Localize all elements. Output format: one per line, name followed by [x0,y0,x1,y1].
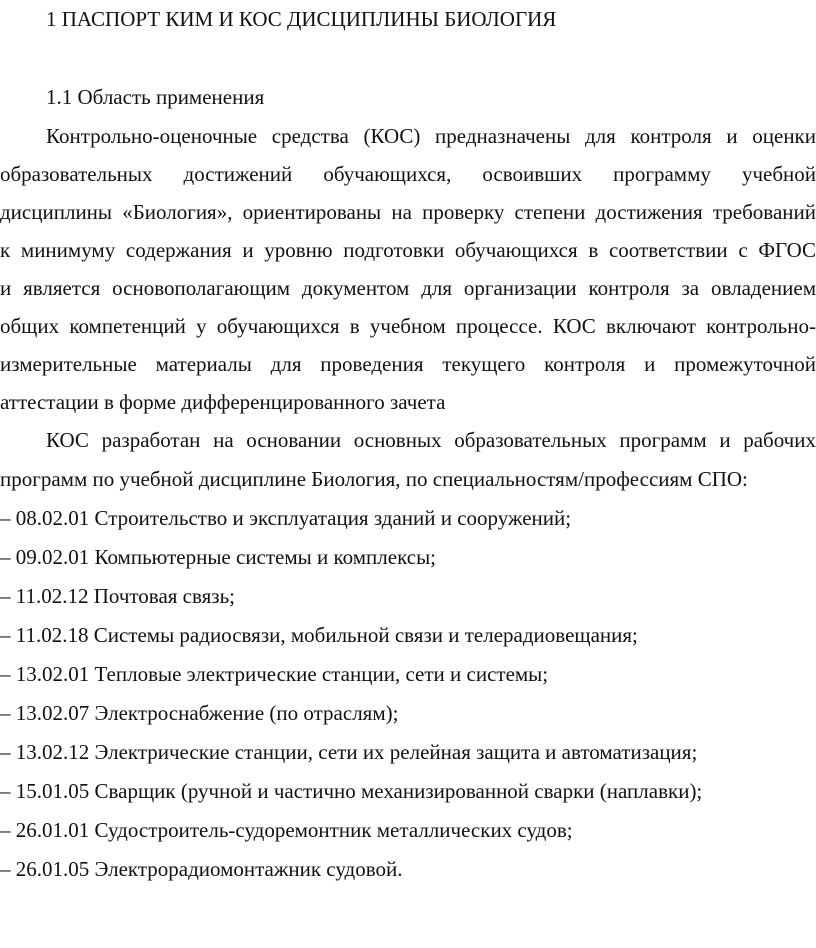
specialty-list-item: – 13.02.07 Электроснабжение (по отраслям); [0,701,399,725]
paragraph-1-line: аттестации в форме дифференцированного зачета [0,390,446,414]
specialty-list-item: – 11.02.18 Системы радиосвязи, мобильной связи и телерадиовещания; [0,623,638,647]
specialty-list-item: – 26.01.05 Электрорадиомонтажник судовой. [0,857,403,881]
specialty-list-item: – 13.02.12 Электрические станции, сети их релейная защита и автоматизация; [0,740,698,764]
specialty-list-item: – 15.01.05 Сварщик (ручной и частично механизированной сварки (наплавки); [0,779,703,803]
specialty-list-item: – 08.02.01 Строительство и эксплуатация зданий и сооружений; [0,506,572,530]
paragraph-1-line: к минимуму содержания и уровню подготовки обучающихся в соответствии с ФГОС [0,238,816,262]
specialty-list-item: – 11.02.12 Почтовая связь; [0,584,235,608]
specialty-list-item: – 09.02.01 Компьютерные системы и комплексы; [0,545,437,569]
paragraph-1-line: и является основополагающим документом для организации контроля за овладением [0,276,816,300]
paragraph-1-line: Контрольно-оценочные средства (КОС) предназначены для контроля и оценки [46,124,816,148]
paragraph-1-line: общих компетенций у обучающихся в учебном процессе. КОС включают контрольно- [0,314,816,338]
section-subheading: 1.1 Область применения [46,85,265,109]
paragraph-2-line: программ по учебной дисциплине Биология, по специальностям/профессиям СПО: [0,467,748,491]
paragraph-2-line: КОС разработан на основании основных образовательных программ и рабочих [46,428,816,452]
paragraph-1-line: образовательных достижений обучающихся, освоивших программу учебной [0,162,816,186]
paragraph-1-line: дисциплины «Биология», ориентированы на проверку степени достижения требований [0,200,816,224]
specialty-list-item: – 13.02.01 Тепловые электрические станции, сети и системы; [0,662,549,686]
document-heading: 1 ПАСПОРТ КИМ И КОС ДИСЦИПЛИНЫ БИОЛОГИЯ [46,7,557,31]
specialty-list-item: – 26.01.01 Судостроитель-судоремонтник металлических судов; [0,818,573,842]
paragraph-1-line: измерительные материалы для проведения текущего контроля и промежуточной [0,352,816,376]
